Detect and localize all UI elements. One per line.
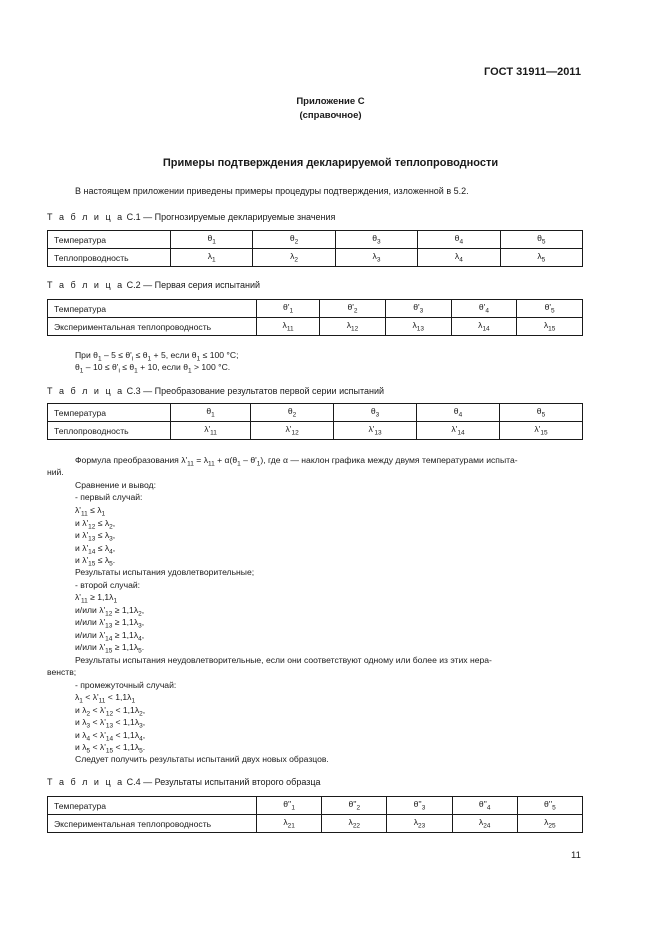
row-label: Температура [48, 404, 171, 422]
table-row [48, 404, 583, 422]
text-line: Результаты испытания удовлетворительные; [75, 567, 255, 577]
table-cell: $\theta'_5$ [517, 300, 583, 318]
caption-prefix: Т а б л и ц а [47, 777, 125, 787]
table-cell: $\theta_1$ [171, 231, 253, 249]
caption-prefix: Т а б л и ц а [47, 280, 125, 290]
row-label: Экспериментальная теплопроводность [48, 815, 257, 833]
text-line: - промежуточный случай: [75, 680, 177, 690]
table-cell: $\theta_4$ [417, 404, 500, 422]
table-caption-c4 [47, 777, 321, 787]
table-cell: $\lambda_{24}$ [452, 815, 517, 833]
table-cell: $\lambda_4$ [418, 249, 500, 267]
page-number: 11 [571, 850, 581, 861]
text-line: ний. [47, 467, 64, 477]
table-cell: $\theta_4$ [418, 231, 500, 249]
table-cell: $\theta_2$ [251, 404, 334, 422]
table-cell: $\lambda'_{12}$ [251, 422, 334, 440]
appendix-heading [0, 95, 661, 123]
table-cell: $\lambda_{25}$ [517, 815, 582, 833]
table-cell: $\lambda_3$ [335, 249, 417, 267]
table-cell: $\lambda'_{13}$ [334, 422, 417, 440]
table-c2 [47, 299, 583, 336]
standard-number: ГОСТ 31911—2011 [484, 66, 581, 78]
table-cell: $\theta_5$ [500, 231, 582, 249]
text-line: венств; [47, 667, 77, 677]
table-cell: $\theta''_5$ [517, 797, 582, 815]
table-cell: $\lambda'_{14}$ [417, 422, 500, 440]
table-cell: $\lambda_{14}$ [451, 318, 517, 336]
table-cell: $\lambda_{22}$ [322, 815, 387, 833]
table-cell: $\lambda_{21}$ [257, 815, 322, 833]
text-line: Результаты испытания неудовлетворительные, если они соответствуют одному или более из этих нера- [75, 655, 492, 665]
table-row [48, 231, 583, 249]
table-cell: $\theta_5$ [499, 404, 582, 422]
table-cell: $\theta''_1$ [257, 797, 322, 815]
inequality-line: и $\lambda_2 < \lambda'_{12} < 1,1\lambda_2$, [75, 705, 146, 718]
table-cell: $\theta_3$ [334, 404, 417, 422]
table-cell: $\lambda_2$ [253, 249, 335, 267]
appendix-note: (справочное) [299, 110, 362, 121]
inequality-line: $\lambda_1 < \lambda'_{11} < 1,1\lambda_1$ [75, 692, 136, 705]
inequality-line: и $\lambda'_{13} \le \lambda_3$, [75, 530, 116, 543]
caption-prefix: Т а б л и ц а [47, 386, 125, 396]
table-row [48, 815, 583, 833]
inequality-line: и/или $\lambda'_{14} \ge 1,1\lambda_4$, [75, 630, 145, 643]
inequality-line: и $\lambda'_{12} \le \lambda_2$, [75, 518, 116, 531]
table-c4 [47, 796, 583, 833]
table-cell: $\theta_1$ [171, 404, 251, 422]
condition-line: $\theta_1 - 10 \le \theta'_i \le \theta_1 + 10$, если $\theta_1 > 100$ °С. [75, 362, 231, 375]
caption-text: С.4 — Результаты испытаний второго образца [126, 777, 321, 787]
text-line: - первый случай: [75, 492, 143, 502]
table-row [48, 249, 583, 267]
section-title: Примеры подтверждения декларируемой теплопроводности [162, 157, 499, 169]
table-cell: $\theta'_3$ [385, 300, 451, 318]
table-cell: $\theta''_3$ [387, 797, 452, 815]
inequality-line: $\lambda'_{11} \le \lambda_1$ [75, 505, 106, 518]
inequality-line: и $\lambda'_{15} \le \lambda_5$. [75, 555, 116, 568]
table-caption-c3 [47, 386, 384, 396]
caption-text: С.1 — Прогнозируемые декларируемые значения [126, 212, 336, 222]
condition-line: При $\theta_1 - 5 \le \theta'_i \le \theta_1 + 5$, если $\theta_1 \le 100$ °С; [75, 350, 239, 363]
table-cell: $\theta'_1$ [257, 300, 320, 318]
table-cell: $\lambda_{12}$ [320, 318, 386, 336]
table-row [48, 318, 583, 336]
table-cell: $\theta'_2$ [320, 300, 386, 318]
row-label: Температура [48, 231, 171, 249]
row-label: Теплопроводность [48, 249, 171, 267]
inequality-line: и/или $\lambda'_{15} \ge 1,1\lambda_5$. [75, 642, 145, 655]
table-cell: $\theta''_4$ [452, 797, 517, 815]
table-cell: $\lambda_5$ [500, 249, 582, 267]
row-label: Температура [48, 797, 257, 815]
row-label: Температура [48, 300, 257, 318]
table-cell: $\lambda_{23}$ [387, 815, 452, 833]
table-cell: $\lambda_{13}$ [385, 318, 451, 336]
inequality-line: и $\lambda_4 < \lambda'_{14} < 1,1\lambda_4$, [75, 730, 146, 743]
table-cell: $\lambda'_{11}$ [171, 422, 251, 440]
table-cell: $\lambda_{15}$ [517, 318, 583, 336]
table-cell: $\lambda'_{15}$ [499, 422, 582, 440]
intro-paragraph: В настоящем приложении приведены примеры процедуры подтверждения, изложенной в 5.2. [75, 186, 469, 196]
table-cell: $\lambda_1$ [171, 249, 253, 267]
table-cell: $\theta_2$ [253, 231, 335, 249]
text-line: Следует получить результаты испытаний двух новых образцов. [75, 754, 329, 764]
table-row [48, 422, 583, 440]
table-cell: $\theta'_4$ [451, 300, 517, 318]
text-line: Сравнение и вывод: [75, 480, 156, 490]
formula-line: Формула преобразования $\lambda'_{11} = \lambda_{11} + \alpha(\theta_1 - \theta'_1)$, где α — наклон графика между двумя температурами испыта- [75, 455, 518, 468]
table-c3 [47, 403, 583, 440]
inequality-line: и $\lambda_3 < \lambda'_{13} < 1,1\lambda_3$, [75, 717, 146, 730]
row-label: Теплопроводность [48, 422, 171, 440]
table-caption-c1 [47, 212, 335, 222]
caption-prefix: Т а б л и ц а [47, 212, 125, 222]
table-cell: $\theta_3$ [335, 231, 417, 249]
row-label: Экспериментальная теплопроводность [48, 318, 257, 336]
table-caption-c2 [47, 280, 260, 290]
inequality-line: и/или $\lambda'_{12} \ge 1,1\lambda_2$, [75, 605, 145, 618]
text-line: - второй случай: [75, 580, 141, 590]
table-row [48, 300, 583, 318]
inequality-line: и $\lambda_5 < \lambda'_{15} < 1,1\lambda_5$. [75, 742, 146, 755]
inequality-line: $\lambda'_{11} \ge 1,1\lambda_1$ [75, 592, 118, 605]
table-cell: $\theta''_2$ [322, 797, 387, 815]
table-c1 [47, 230, 583, 267]
caption-text: С.3 — Преобразование результатов первой серии испытаний [126, 386, 384, 396]
inequality-line: и $\lambda'_{14} \le \lambda_4$, [75, 543, 116, 556]
table-row [48, 797, 583, 815]
appendix-title: Приложение С [296, 96, 365, 107]
table-cell: $\lambda_{11}$ [257, 318, 320, 336]
inequality-line: и/или $\lambda'_{13} \ge 1,1\lambda_3$, [75, 617, 145, 630]
caption-text: С.2 — Первая серия испытаний [126, 280, 261, 290]
